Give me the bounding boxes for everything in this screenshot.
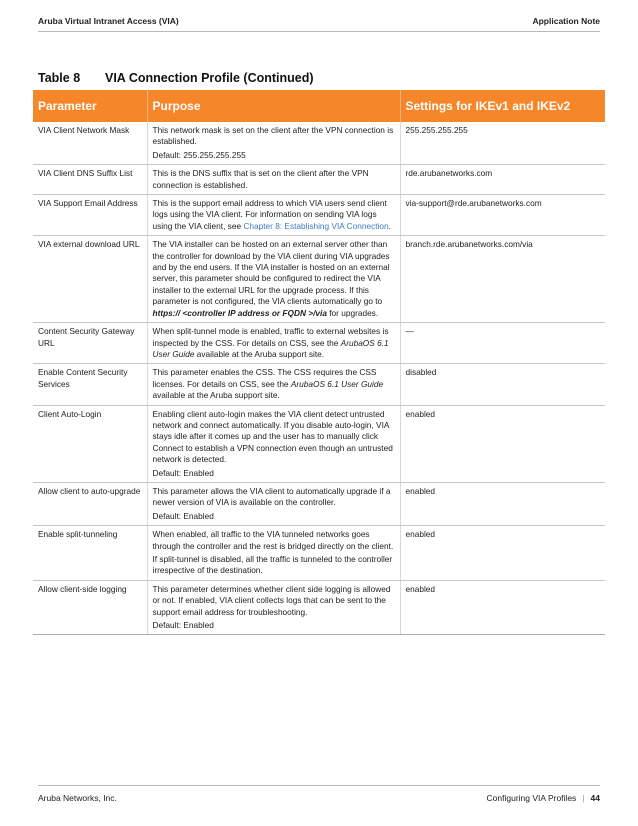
upgrade-url-text: https:// <controller IP address or FQDN >/via bbox=[152, 307, 327, 318]
setting-cell: enabled bbox=[400, 482, 605, 525]
purpose-text bbox=[153, 198, 395, 232]
parameter-cell: VIA Client DNS Suffix List bbox=[33, 165, 147, 195]
parameter-cell: Allow client-side logging bbox=[33, 580, 147, 635]
user-guide-title: ArubaOS 6.1 User Guide bbox=[290, 378, 384, 389]
purpose-cell bbox=[147, 580, 400, 635]
table-row bbox=[33, 323, 605, 364]
parameter-cell: Enable split-tunneling bbox=[33, 526, 147, 581]
purpose-cell bbox=[147, 526, 400, 581]
column-header-settings: Settings for IKEv1 and IKEv2 bbox=[400, 90, 605, 122]
purpose-text: When enabled, all traffic to the VIA tunneled networks goes through the controller and the rest is bridged directly on the client. bbox=[152, 529, 394, 551]
setting-cell: 255.255.255.255 bbox=[400, 122, 605, 165]
purpose-text bbox=[153, 326, 395, 360]
purpose-text-lead: This is the support email address to which VIA users send client logs using the VIA client. For information on sending VIA logs using the VIA client, see bbox=[152, 198, 387, 231]
purpose-cell bbox=[147, 195, 400, 236]
setting-cell: branch.rde.arubanetworks.com/via bbox=[400, 236, 605, 323]
via-connection-profile-table bbox=[33, 90, 605, 635]
parameter-cell: VIA external download URL bbox=[33, 236, 147, 323]
purpose-text-end: available at the Aruba support site. bbox=[152, 390, 280, 401]
column-header-purpose: Purpose bbox=[147, 90, 400, 122]
setting-cell: rde.arubanetworks.com bbox=[400, 165, 605, 195]
footer-separator: | bbox=[582, 793, 585, 803]
purpose-text-end: for upgrades. bbox=[326, 307, 379, 318]
purpose-cell bbox=[147, 405, 400, 482]
table-row bbox=[33, 405, 605, 482]
parameter-cell: Allow client to auto-upgrade bbox=[33, 482, 147, 525]
footer-section: Configuring VIA Profiles bbox=[486, 793, 577, 803]
table-header-row bbox=[33, 90, 605, 122]
purpose-text bbox=[153, 239, 395, 319]
purpose-text-end: . bbox=[388, 220, 391, 231]
purpose-text: This is the DNS suffix that is set on the client after the VPN connection is established. bbox=[152, 168, 369, 190]
table-row bbox=[33, 195, 605, 236]
setting-cell: disabled bbox=[400, 364, 605, 405]
purpose-text-lead: The VIA installer can be hosted on an external server other than the controller for download by the VIA client during VIA upgrades and by the end users. If the VIA installer is hosted on an external server, this parameter should be configured to redirect the VIA installer to the external URL for the upgrade process. If this parameter is not configured, the VIA clients automatically go to bbox=[152, 239, 390, 307]
table-row bbox=[33, 526, 605, 581]
setting-cell: enabled bbox=[400, 405, 605, 482]
footer-page-info bbox=[487, 793, 600, 803]
running-header-doc-type: Application Note bbox=[532, 16, 600, 26]
purpose-text-end: available at the Aruba support site. bbox=[194, 348, 325, 359]
user-guide-title: ArubaOS 6.1 User Guide bbox=[152, 337, 389, 359]
parameter-cell: VIA Client Network Mask bbox=[33, 122, 147, 165]
purpose-text-secondary: If split-tunnel is disabled, all the traffic is tunneled to the controller irrespective of the destination. bbox=[152, 554, 393, 576]
table-row bbox=[33, 236, 605, 323]
purpose-default: Default: Enabled bbox=[152, 467, 214, 478]
purpose-cell bbox=[147, 482, 400, 525]
purpose-default: Default: 255.255.255.255 bbox=[152, 149, 246, 160]
page-number: 44 bbox=[590, 793, 600, 803]
table-number: Table 8 bbox=[38, 71, 81, 85]
setting-cell: — bbox=[400, 323, 605, 364]
parameter-cell: Enable Content Security Services bbox=[33, 364, 147, 405]
purpose-text: This parameter allows the VIA client to automatically upgrade if a newer version of VIA is available on the controller. bbox=[152, 485, 391, 508]
running-header-title: Aruba Virtual Intranet Access (VIA) bbox=[38, 16, 179, 26]
purpose-text bbox=[153, 367, 395, 401]
purpose-default: Default: Enabled bbox=[152, 620, 214, 631]
table-caption bbox=[38, 71, 314, 85]
purpose-default: Default: Enabled bbox=[152, 510, 214, 521]
purpose-text-lead: This parameter enables the CSS. The CSS requires the CSS licenses. For details on CSS, see the bbox=[152, 367, 377, 389]
table-row bbox=[33, 580, 605, 635]
footer-company: Aruba Networks, Inc. bbox=[38, 793, 117, 803]
purpose-cell bbox=[147, 122, 400, 165]
table-row bbox=[33, 482, 605, 525]
setting-cell: enabled bbox=[400, 580, 605, 635]
purpose-cell bbox=[147, 165, 400, 195]
table-title: VIA Connection Profile (Continued) bbox=[105, 71, 314, 85]
purpose-text-lead: When split-tunnel mode is enabled, traffic to external websites is inspected by the CSS. For details on CSS, see the bbox=[152, 326, 389, 348]
parameter-cell: VIA Support Email Address bbox=[33, 195, 147, 236]
table-row bbox=[33, 165, 605, 195]
column-header-parameter: Parameter bbox=[33, 90, 147, 122]
table-row bbox=[33, 122, 605, 165]
header-divider bbox=[38, 31, 600, 32]
parameter-cell: Content Security Gateway URL bbox=[33, 323, 147, 364]
purpose-text: Enabling client auto-login makes the VIA client detect untrusted network and connect automatically. If you disable auto-login, VIA stays idle after it comes up and the user has to manually click Connect to establish a VPN connection even though an untrusted network is detected. bbox=[152, 408, 393, 465]
purpose-text: This parameter determines whether client side logging is allowed or not. If enabled, VIA client collects logs that can be sent to the support email address for troubleshooting. bbox=[152, 583, 391, 617]
purpose-cell bbox=[147, 323, 400, 364]
parameter-cell: Client Auto-Login bbox=[33, 405, 147, 482]
setting-cell: via-support@rde.arubanetworks.com bbox=[400, 195, 605, 236]
purpose-cell bbox=[147, 364, 400, 405]
chapter-8-link[interactable]: Chapter 8: Establishing VIA Connection bbox=[243, 220, 389, 231]
setting-cell: enabled bbox=[400, 526, 605, 581]
footer-divider bbox=[38, 785, 600, 786]
purpose-cell bbox=[147, 236, 400, 323]
table-row bbox=[33, 364, 605, 405]
purpose-text: This network mask is set on the client after the VPN connection is established. bbox=[152, 125, 394, 147]
